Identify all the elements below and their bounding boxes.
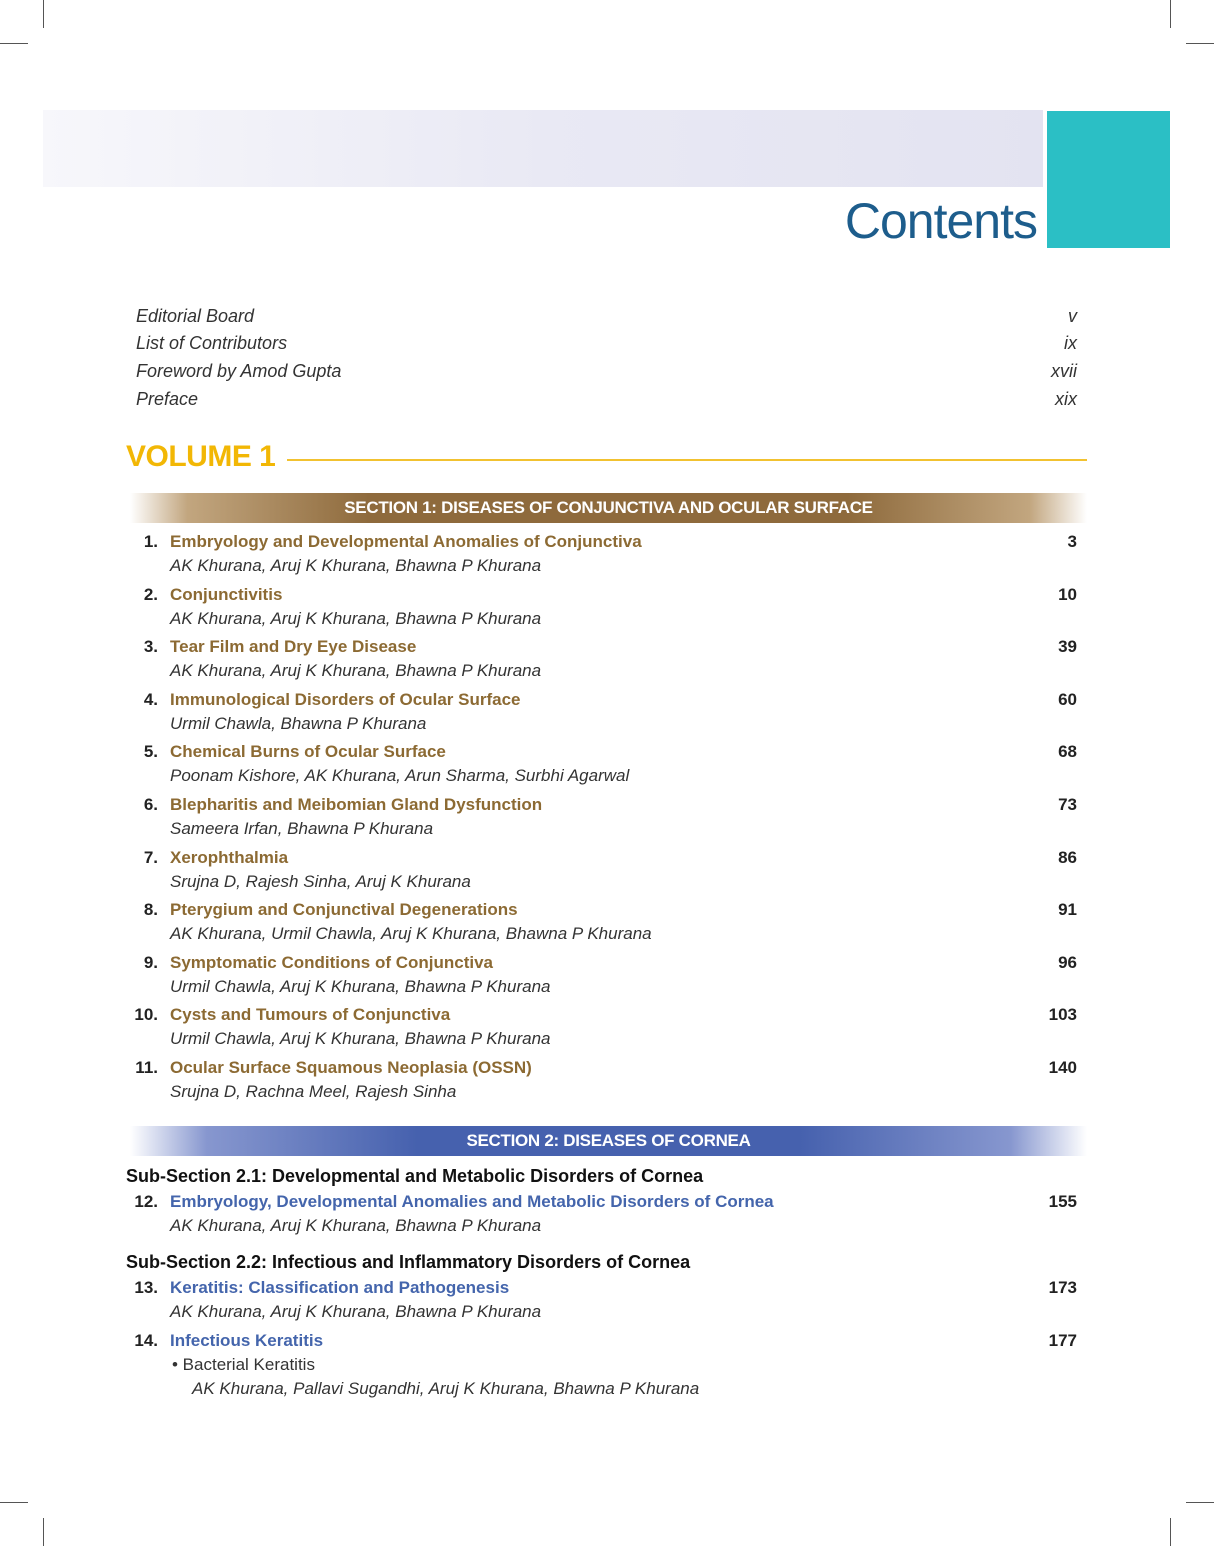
header-band — [43, 110, 1043, 187]
entry-page: 173 — [1048, 1278, 1077, 1297]
crop-mark — [1186, 1502, 1214, 1503]
entry-title[interactable]: Blepharitis and Meibomian Gland Dysfunction — [170, 794, 543, 814]
toc-entry[interactable] — [126, 1329, 1077, 1405]
entry-title[interactable]: Embryology and Developmental Anomalies of Conjunctiva — [170, 532, 642, 551]
entry-title[interactable]: Xerophthalmia — [170, 847, 289, 867]
entry-page: 155 — [1048, 1192, 1077, 1211]
fm-page: v — [1068, 306, 1077, 326]
entry-number: 13. — [134, 1278, 158, 1297]
entry-authors: Sameera Irfan, Bhawna P Khurana — [170, 818, 434, 838]
fm-page: ix — [1064, 333, 1077, 353]
fm-label: Preface — [136, 389, 199, 409]
entry-number: 4. — [143, 689, 158, 709]
fm-label: Editorial Board — [136, 306, 255, 326]
toc-entry[interactable] — [126, 1003, 1077, 1056]
fm-label: Foreword by Amod Gupta — [136, 361, 342, 381]
toc-entry[interactable] — [126, 530, 1077, 583]
front-matter-item[interactable] — [136, 359, 1077, 383]
entry-page: 10 — [1058, 584, 1077, 604]
entry-authors: AK Khurana, Aruj K Khurana, Bhawna P Khurana — [170, 661, 542, 681]
entry-number: 10. — [134, 1005, 158, 1025]
entry-authors: AK Khurana, Urmil Chawla, Aruj K Khurana, Bhawna P Khurana — [170, 924, 652, 944]
entry-authors: AK Khurana, Aruj K Khurana, Bhawna P Khurana — [170, 608, 542, 628]
volume-rule — [287, 459, 1087, 461]
crop-mark — [1170, 0, 1171, 28]
front-matter-item[interactable] — [136, 387, 1077, 411]
entry-page: 177 — [1048, 1330, 1077, 1350]
toc-entry[interactable] — [126, 1056, 1077, 1109]
entry-number: 3. — [143, 637, 158, 657]
entry-page: 91 — [1058, 900, 1077, 920]
entry-number: 14. — [134, 1330, 158, 1350]
toc-entry[interactable] — [126, 1276, 1077, 1329]
entry-number: 6. — [143, 794, 158, 814]
entry-number: 1. — [143, 532, 158, 551]
entry-title[interactable]: Pterygium and Conjunctival Degenerations — [170, 900, 518, 920]
teal-block — [1047, 111, 1170, 248]
entry-authors: AK Khurana, Aruj K Khurana, Bhawna P Khurana — [170, 1216, 542, 1235]
entry-page: 86 — [1058, 847, 1077, 867]
entry-number: 11. — [135, 1057, 158, 1077]
entry-title[interactable]: Keratitis: Classification and Pathogenesis — [170, 1278, 510, 1297]
fm-label: List of Contributors — [136, 333, 288, 353]
volume-heading: VOLUME 1 — [126, 440, 276, 473]
toc-entry[interactable] — [126, 951, 1077, 1004]
entry-number: 8. — [143, 900, 158, 920]
section-1-entries — [126, 530, 1077, 1109]
section-2-band: SECTION 2: DISEASES OF CORNEA — [130, 1126, 1087, 1156]
entry-title[interactable]: Tear Film and Dry Eye Disease — [170, 637, 417, 657]
entry-number: 9. — [143, 952, 158, 972]
entry-authors: Srujna D, Rachna Meel, Rajesh Sinha — [170, 1081, 457, 1101]
entry-page: 60 — [1058, 689, 1077, 709]
entry-authors: Srujna D, Rajesh Sinha, Aruj K Khurana — [170, 871, 471, 891]
entry-page: 73 — [1058, 794, 1077, 814]
subsection-heading: Sub-Section 2.1: Developmental and Metabolic Disorders of Cornea — [126, 1166, 704, 1186]
subsection-heading: Sub-Section 2.2: Infectious and Inflammatory Disorders of Cornea — [126, 1252, 691, 1272]
fm-page: xix — [1055, 389, 1077, 409]
page-title: Contents — [844, 193, 1037, 249]
fm-page: xvii — [1051, 361, 1077, 381]
entry-page: 140 — [1048, 1057, 1077, 1077]
toc-entry[interactable] — [126, 688, 1077, 741]
entry-authors: Urmil Chawla, Bhawna P Khurana — [170, 713, 427, 733]
crop-mark — [0, 1502, 28, 1503]
entry-title[interactable]: Infectious Keratitis — [170, 1330, 324, 1350]
front-matter-item[interactable] — [136, 331, 1077, 355]
toc-entry[interactable] — [126, 898, 1077, 951]
entry-number: 2. — [143, 584, 158, 604]
crop-mark — [1170, 1518, 1171, 1546]
entry-page: 96 — [1058, 952, 1077, 972]
entry-title[interactable]: Symptomatic Conditions of Conjunctiva — [170, 952, 494, 972]
entry-number: 12. — [134, 1192, 158, 1211]
entry-title[interactable]: Ocular Surface Squamous Neoplasia (OSSN) — [170, 1057, 532, 1077]
toc-entry[interactable] — [126, 846, 1077, 899]
toc-entry[interactable] — [126, 635, 1077, 688]
toc-entry[interactable] — [126, 793, 1077, 846]
entry-number: 5. — [143, 742, 158, 762]
crop-mark — [43, 1518, 44, 1546]
entry-authors: AK Khurana, Aruj K Khurana, Bhawna P Khurana — [170, 1302, 542, 1321]
entry-title[interactable]: Immunological Disorders of Ocular Surface — [170, 689, 521, 709]
front-matter-item[interactable] — [136, 304, 1077, 328]
entry-authors: Urmil Chawla, Aruj K Khurana, Bhawna P Khurana — [170, 976, 551, 996]
entry-authors: Urmil Chawla, Aruj K Khurana, Bhawna P Khurana — [170, 1029, 551, 1049]
entry-authors: AK Khurana, Pallavi Sugandhi, Aruj K Khurana, Bhawna P Khurana — [192, 1378, 700, 1398]
entry-subtopic: • Bacterial Keratitis — [172, 1354, 315, 1374]
entry-number: 7. — [143, 847, 158, 867]
toc-entry[interactable] — [126, 740, 1077, 793]
crop-mark — [0, 43, 28, 44]
entry-title[interactable]: Embryology, Developmental Anomalies and Metabolic Disorders of Cornea — [170, 1192, 774, 1211]
entry-page: 3 — [1067, 532, 1077, 551]
entry-page: 68 — [1058, 742, 1077, 762]
entry-page: 103 — [1048, 1005, 1077, 1025]
entry-authors: Poonam Kishore, AK Khurana, Arun Sharma, Surbhi Agarwal — [170, 766, 630, 786]
section-2-entries — [126, 1162, 1077, 1405]
toc-entry[interactable] — [126, 1190, 1077, 1248]
entry-title[interactable]: Cysts and Tumours of Conjunctiva — [170, 1005, 451, 1025]
toc-entry[interactable] — [126, 583, 1077, 636]
entry-authors: AK Khurana, Aruj K Khurana, Bhawna P Khurana — [170, 556, 542, 575]
crop-mark — [43, 0, 44, 28]
entry-title[interactable]: Chemical Burns of Ocular Surface — [170, 742, 446, 762]
crop-mark — [1186, 43, 1214, 44]
entry-title[interactable]: Conjunctivitis — [170, 584, 283, 604]
entry-page: 39 — [1058, 637, 1077, 657]
section-1-band: SECTION 1: DISEASES OF CONJUNCTIVA AND OCULAR SURFACE — [130, 493, 1087, 523]
